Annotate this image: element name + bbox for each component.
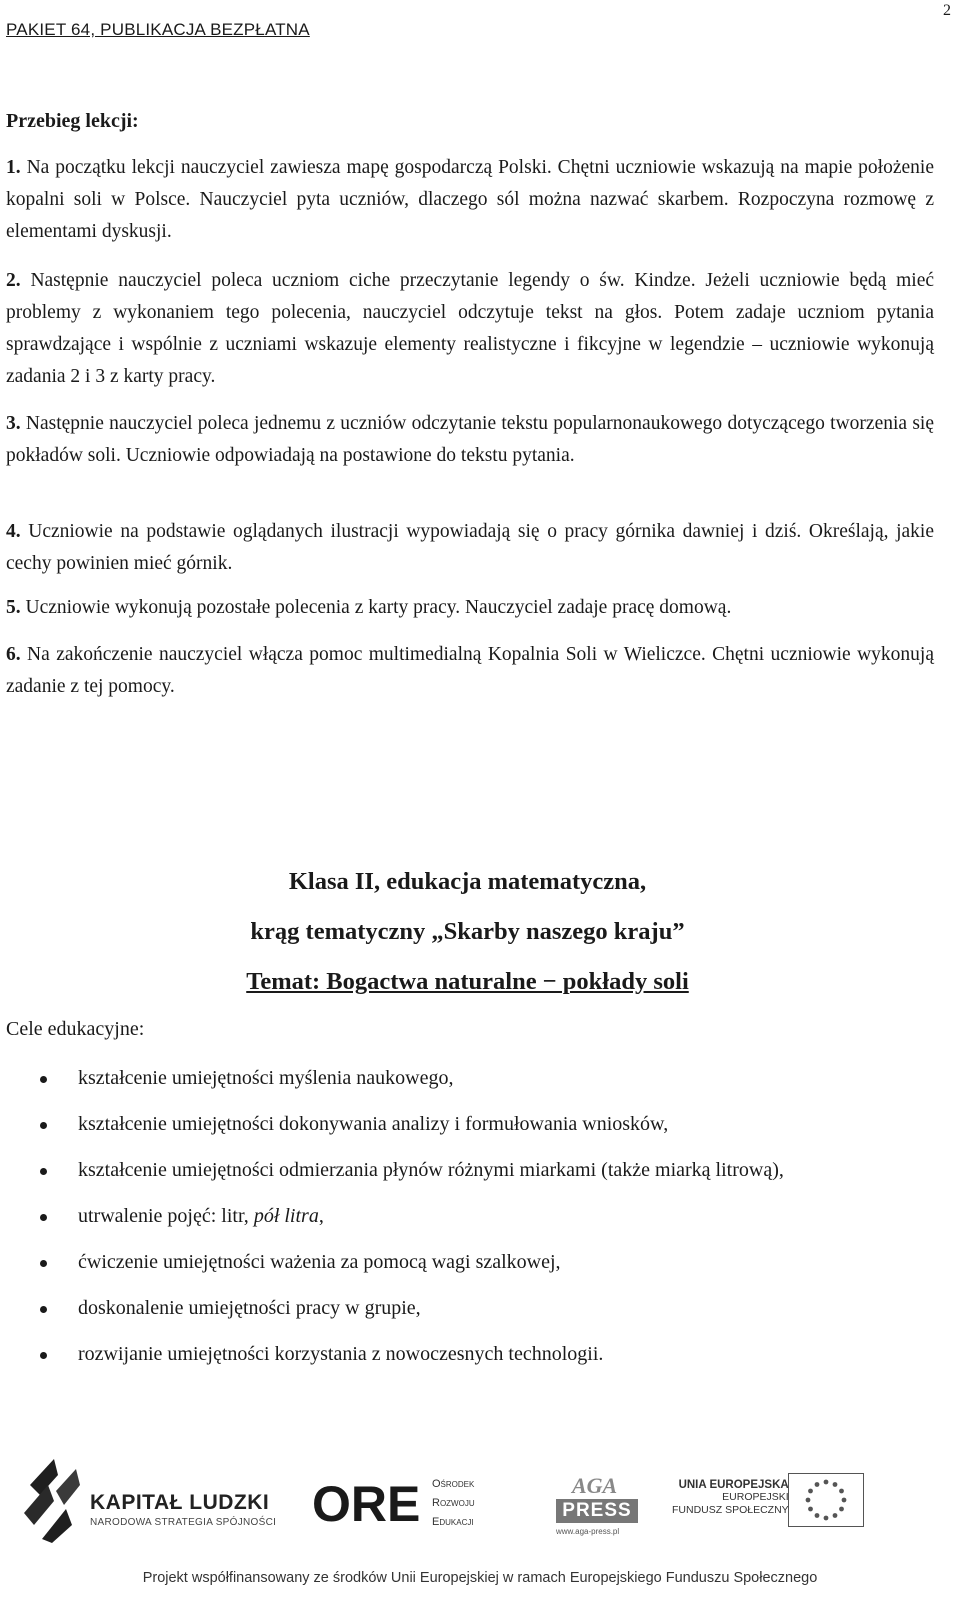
lesson-step-3 xyxy=(6,408,934,472)
bullet-icon xyxy=(40,1260,47,1267)
bullet-icon xyxy=(40,1214,47,1221)
eu-subtitle-line: EUROPEJSKI xyxy=(722,1491,789,1503)
ore-name-line: Ośrodek xyxy=(432,1478,475,1490)
page-number: 2 xyxy=(943,2,951,19)
step-text: Na początku lekcji nauczyciel zawiesza mapę gospodarczą Polski. Chętni uczniowie wskazują na mapie położenie kopalni soli w Polsce. Nauczyciel pyta uczniów, dlaczego sól można nazwać skarbem. Rozpoczyna rozmowę z elementami dyskusji. xyxy=(6,157,934,242)
goal-item xyxy=(0,1200,935,1232)
goal-item xyxy=(0,1246,935,1278)
bullet-icon xyxy=(40,1076,47,1083)
lesson-step-4 xyxy=(6,516,934,580)
eu-title: UNIA EUROPEJSKA xyxy=(678,1479,789,1491)
goal-text: kształcenie umiejętności myślenia naukowego, xyxy=(78,1067,454,1089)
lesson-heading: Przebieg lekcji: xyxy=(6,110,139,132)
step-text: Uczniowie wykonują pozostałe polecenia z karty pracy. Nauczyciel zadaje pracę domową. xyxy=(25,597,732,618)
step-number: 3. xyxy=(6,413,21,434)
step-number: 1. xyxy=(6,157,21,178)
page-header xyxy=(6,2,951,50)
lesson-topic-title: Temat: Bogactwa naturalne − pokłady soli xyxy=(246,968,689,995)
goal-item xyxy=(0,1154,935,1186)
bullet-icon xyxy=(40,1352,47,1359)
goal-text-prefix: utrwalenie pojęć: litr, xyxy=(78,1205,254,1227)
goal-text: kształcenie umiejętności dokonywania analizy i formułowania wniosków, xyxy=(78,1113,669,1135)
ore-logo xyxy=(312,1477,422,1527)
bullet-icon xyxy=(40,1122,47,1129)
step-number: 4. xyxy=(6,521,21,542)
aga-press-badge: PRESS xyxy=(556,1499,638,1523)
ore-name-line: Rozwoju xyxy=(432,1497,475,1509)
goal-item xyxy=(0,1338,935,1370)
kapital-ludzki-logo xyxy=(90,1491,276,1528)
step-text: Uczniowie na podstawie oglądanych ilustracji wypowiadają się o pracy górnika dawniej i dziś. Określają, jakie cechy powinien mieć górnik. xyxy=(6,521,935,574)
eu-subtitle-line: FUNDUSZ SPOŁECZNY xyxy=(672,1504,789,1516)
funding-note: Projekt współfinansowany ze środków Unii Europejskiej w ramach Europejskiego Funduszu Społecznego xyxy=(142,1570,818,1586)
kapital-ludzki-emblem-icon xyxy=(20,1455,82,1543)
goals-list xyxy=(0,1062,935,1384)
step-number: 6. xyxy=(6,644,21,665)
header-title: PAKIET 64, PUBLIKACJA BEZPŁATNA xyxy=(6,20,310,39)
step-number: 2. xyxy=(6,270,21,291)
goal-text-suffix: , xyxy=(318,1205,324,1227)
kapital-ludzki-title: KAPITAŁ LUDZKI xyxy=(90,1491,270,1514)
aga-logo-mark: AGA xyxy=(572,1473,618,1498)
goal-item xyxy=(0,1062,935,1094)
bullet-icon xyxy=(40,1306,47,1313)
goal-text: ćwiczenie umiejętności ważenia za pomocą wagi szalkowej, xyxy=(78,1251,561,1273)
goal-text: kształcenie umiejętności odmierzania płynów różnymi miarkami (także miarką litrową), xyxy=(78,1159,784,1181)
kapital-ludzki-subtitle: NARODOWA STRATEGIA SPÓJNOŚCI xyxy=(90,1517,277,1528)
ore-name-line: Edukacji xyxy=(432,1516,474,1528)
step-text: Na zakończenie nauczyciel włącza pomoc multimedialną Kopalnia Soli w Wieliczce. Chętni uczniowie wykonują zadanie z tej pomocy. xyxy=(6,644,935,697)
goals-heading: Cele edukacyjne: xyxy=(6,1018,145,1040)
lesson-step-6 xyxy=(6,639,934,703)
ore-name xyxy=(432,1475,475,1532)
eu-logo-text xyxy=(672,1479,789,1517)
lesson-class-title: Klasa II, edukacja matematyczna, xyxy=(288,868,647,895)
eu-flag-icon xyxy=(788,1473,864,1527)
lesson-step-5 xyxy=(6,592,934,624)
goal-item xyxy=(0,1108,935,1140)
ore-wordmark: ORE xyxy=(312,1477,421,1527)
lesson-step-1 xyxy=(6,152,934,248)
lesson-theme-title: krąg tematyczny „Skarby naszego kraju” xyxy=(250,918,685,945)
goal-item xyxy=(0,1292,935,1324)
bullet-icon xyxy=(40,1168,47,1175)
goal-text: rozwijanie umiejętności korzystania z nowoczesnych technologii. xyxy=(78,1343,604,1365)
step-text: Następnie nauczyciel poleca uczniom ciche przeczytanie legendy o św. Kindze. Jeżeli uczniowie będą mieć problemy z wykonaniem tego polecenia, nauczyciel odczytuje tekst na głos. Potem zadaje uczniom pytania sprawdzające i wspólnie z uczniami wskazuje elementy realistyczne i fikcyjne w legendzie – uczniowie wykonują zadania 2 i 3 z karty pracy. xyxy=(6,270,934,387)
aga-press-url: www.aga-press.pl xyxy=(556,1527,620,1536)
step-text: Następnie nauczyciel poleca jednemu z uczniów odczytanie tekstu popularnonaukowego dotyczącego tworzenia się pokładów soli. Uczniowie odpowiadają na postawione do tekstu pytania. xyxy=(6,413,934,466)
footer-logos xyxy=(0,1455,960,1565)
goal-text-italic: pół litra xyxy=(253,1205,319,1227)
lesson-step-2 xyxy=(6,265,934,393)
goal-text: doskonalenie umiejętności pracy w grupie, xyxy=(78,1297,421,1319)
step-number: 5. xyxy=(6,597,21,618)
